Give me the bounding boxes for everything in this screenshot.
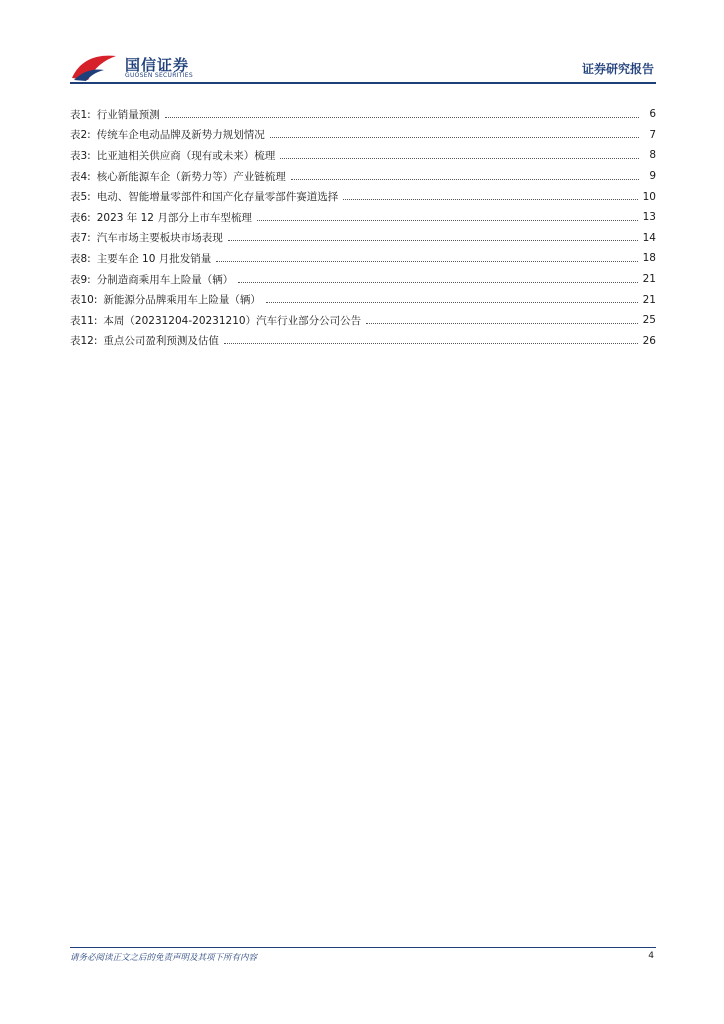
toc-entry-title[interactable]: 本周（20231204-20231210）汽车行业部分公司公告 (103, 314, 362, 327)
toc-entry-label: 表7: (70, 232, 91, 245)
toc-entry-title[interactable]: 汽车市场主要板块市场表现 (96, 232, 223, 245)
toc-entry[interactable] (70, 207, 656, 228)
toc-entry-title[interactable]: 比亚迪相关供应商（现有或未来）梳理 (96, 149, 276, 162)
toc-entry-label: 表9: (70, 273, 91, 286)
page-header (70, 50, 656, 84)
toc-entry-label: 表1: (70, 108, 91, 121)
toc-entry-label: 表5: (70, 191, 91, 204)
toc-entry[interactable] (70, 228, 656, 249)
toc-entry-page[interactable]: 6 (649, 108, 656, 121)
toc-entry-page[interactable]: 25 (642, 314, 656, 327)
toc-entry-title[interactable]: 重点公司盈利预测及估值 (103, 335, 219, 348)
page-number: 4 (648, 951, 654, 961)
toc-entry[interactable] (70, 104, 656, 125)
toc-entry-label: 表12: (70, 335, 98, 348)
report-type-label: 证券研究报告 (581, 62, 654, 76)
toc-entry[interactable] (70, 145, 656, 166)
toc-leader-dots (266, 302, 638, 303)
toc-leader-dots (216, 261, 637, 262)
toc-entry[interactable] (70, 166, 656, 187)
footer-divider (70, 947, 656, 948)
toc-leader-dots (165, 117, 639, 118)
toc-entry-page[interactable]: 13 (642, 211, 656, 224)
toc-entry-page[interactable]: 18 (642, 252, 656, 265)
footer-disclaimer: 请务必阅读正文之后的免责声明及其项下所有内容 (70, 953, 258, 963)
toc-entry-page[interactable]: 7 (649, 128, 656, 141)
toc-entry-title[interactable]: 电动、智能增量零部件和国产化存量零部件赛道选择 (96, 191, 339, 204)
toc-entry-page[interactable]: 9 (649, 170, 656, 183)
toc-entry-page[interactable]: 14 (642, 231, 656, 244)
logo-chinese-name: 国信证券 (125, 56, 190, 74)
toc-entry-page[interactable]: 26 (642, 334, 656, 347)
toc-entry-page[interactable]: 8 (649, 149, 656, 162)
toc-entry-label: 表4: (70, 170, 91, 183)
logo-english-name: GUOSEN SECURITIES (125, 72, 194, 79)
toc-entry[interactable] (70, 289, 656, 310)
toc-leader-dots (228, 240, 638, 241)
toc-entry[interactable] (70, 269, 656, 290)
toc-leader-dots (280, 158, 639, 159)
toc-entry-page[interactable]: 21 (642, 273, 656, 286)
toc-entry-label: 表6: (70, 211, 91, 224)
toc-leader-dots (291, 179, 639, 180)
toc-entry-page[interactable]: 10 (642, 190, 656, 203)
table-of-tables (70, 104, 656, 351)
toc-entry-title[interactable]: 行业销量预测 (96, 108, 160, 121)
toc-leader-dots (224, 343, 638, 344)
toc-leader-dots (257, 220, 638, 221)
toc-entry-title[interactable]: 主要车企 10 月批发销量 (96, 252, 212, 265)
header-divider (70, 82, 656, 84)
toc-entry[interactable] (70, 248, 656, 269)
toc-entry-label: 表10: (70, 294, 98, 307)
toc-entry[interactable] (70, 331, 656, 352)
toc-entry-title[interactable]: 分制造商乘用车上险量（辆） (96, 273, 234, 286)
toc-entry-label: 表8: (70, 252, 91, 265)
toc-entry[interactable] (70, 125, 656, 146)
toc-leader-dots (270, 137, 639, 138)
guosen-logo (70, 52, 230, 82)
toc-entry-title[interactable]: 新能源分品牌乘用车上险量（辆） (103, 294, 261, 307)
toc-entry-label: 表2: (70, 129, 91, 142)
toc-entry[interactable] (70, 310, 656, 331)
toc-entry[interactable] (70, 186, 656, 207)
toc-entry-title[interactable]: 传统车企电动品牌及新势力规划情况 (96, 129, 265, 142)
toc-entry-title[interactable]: 2023 年 12 月部分上市车型梳理 (96, 211, 252, 224)
toc-entry-page[interactable]: 21 (642, 293, 656, 306)
toc-leader-dots (238, 282, 637, 283)
toc-leader-dots (366, 323, 638, 324)
guosen-logo-icon (70, 52, 118, 82)
toc-leader-dots (343, 199, 637, 200)
toc-entry-label: 表3: (70, 149, 91, 162)
toc-entry-label: 表11: (70, 314, 98, 327)
toc-entry-title[interactable]: 核心新能源车企（新势力等）产业链梳理 (96, 170, 286, 183)
